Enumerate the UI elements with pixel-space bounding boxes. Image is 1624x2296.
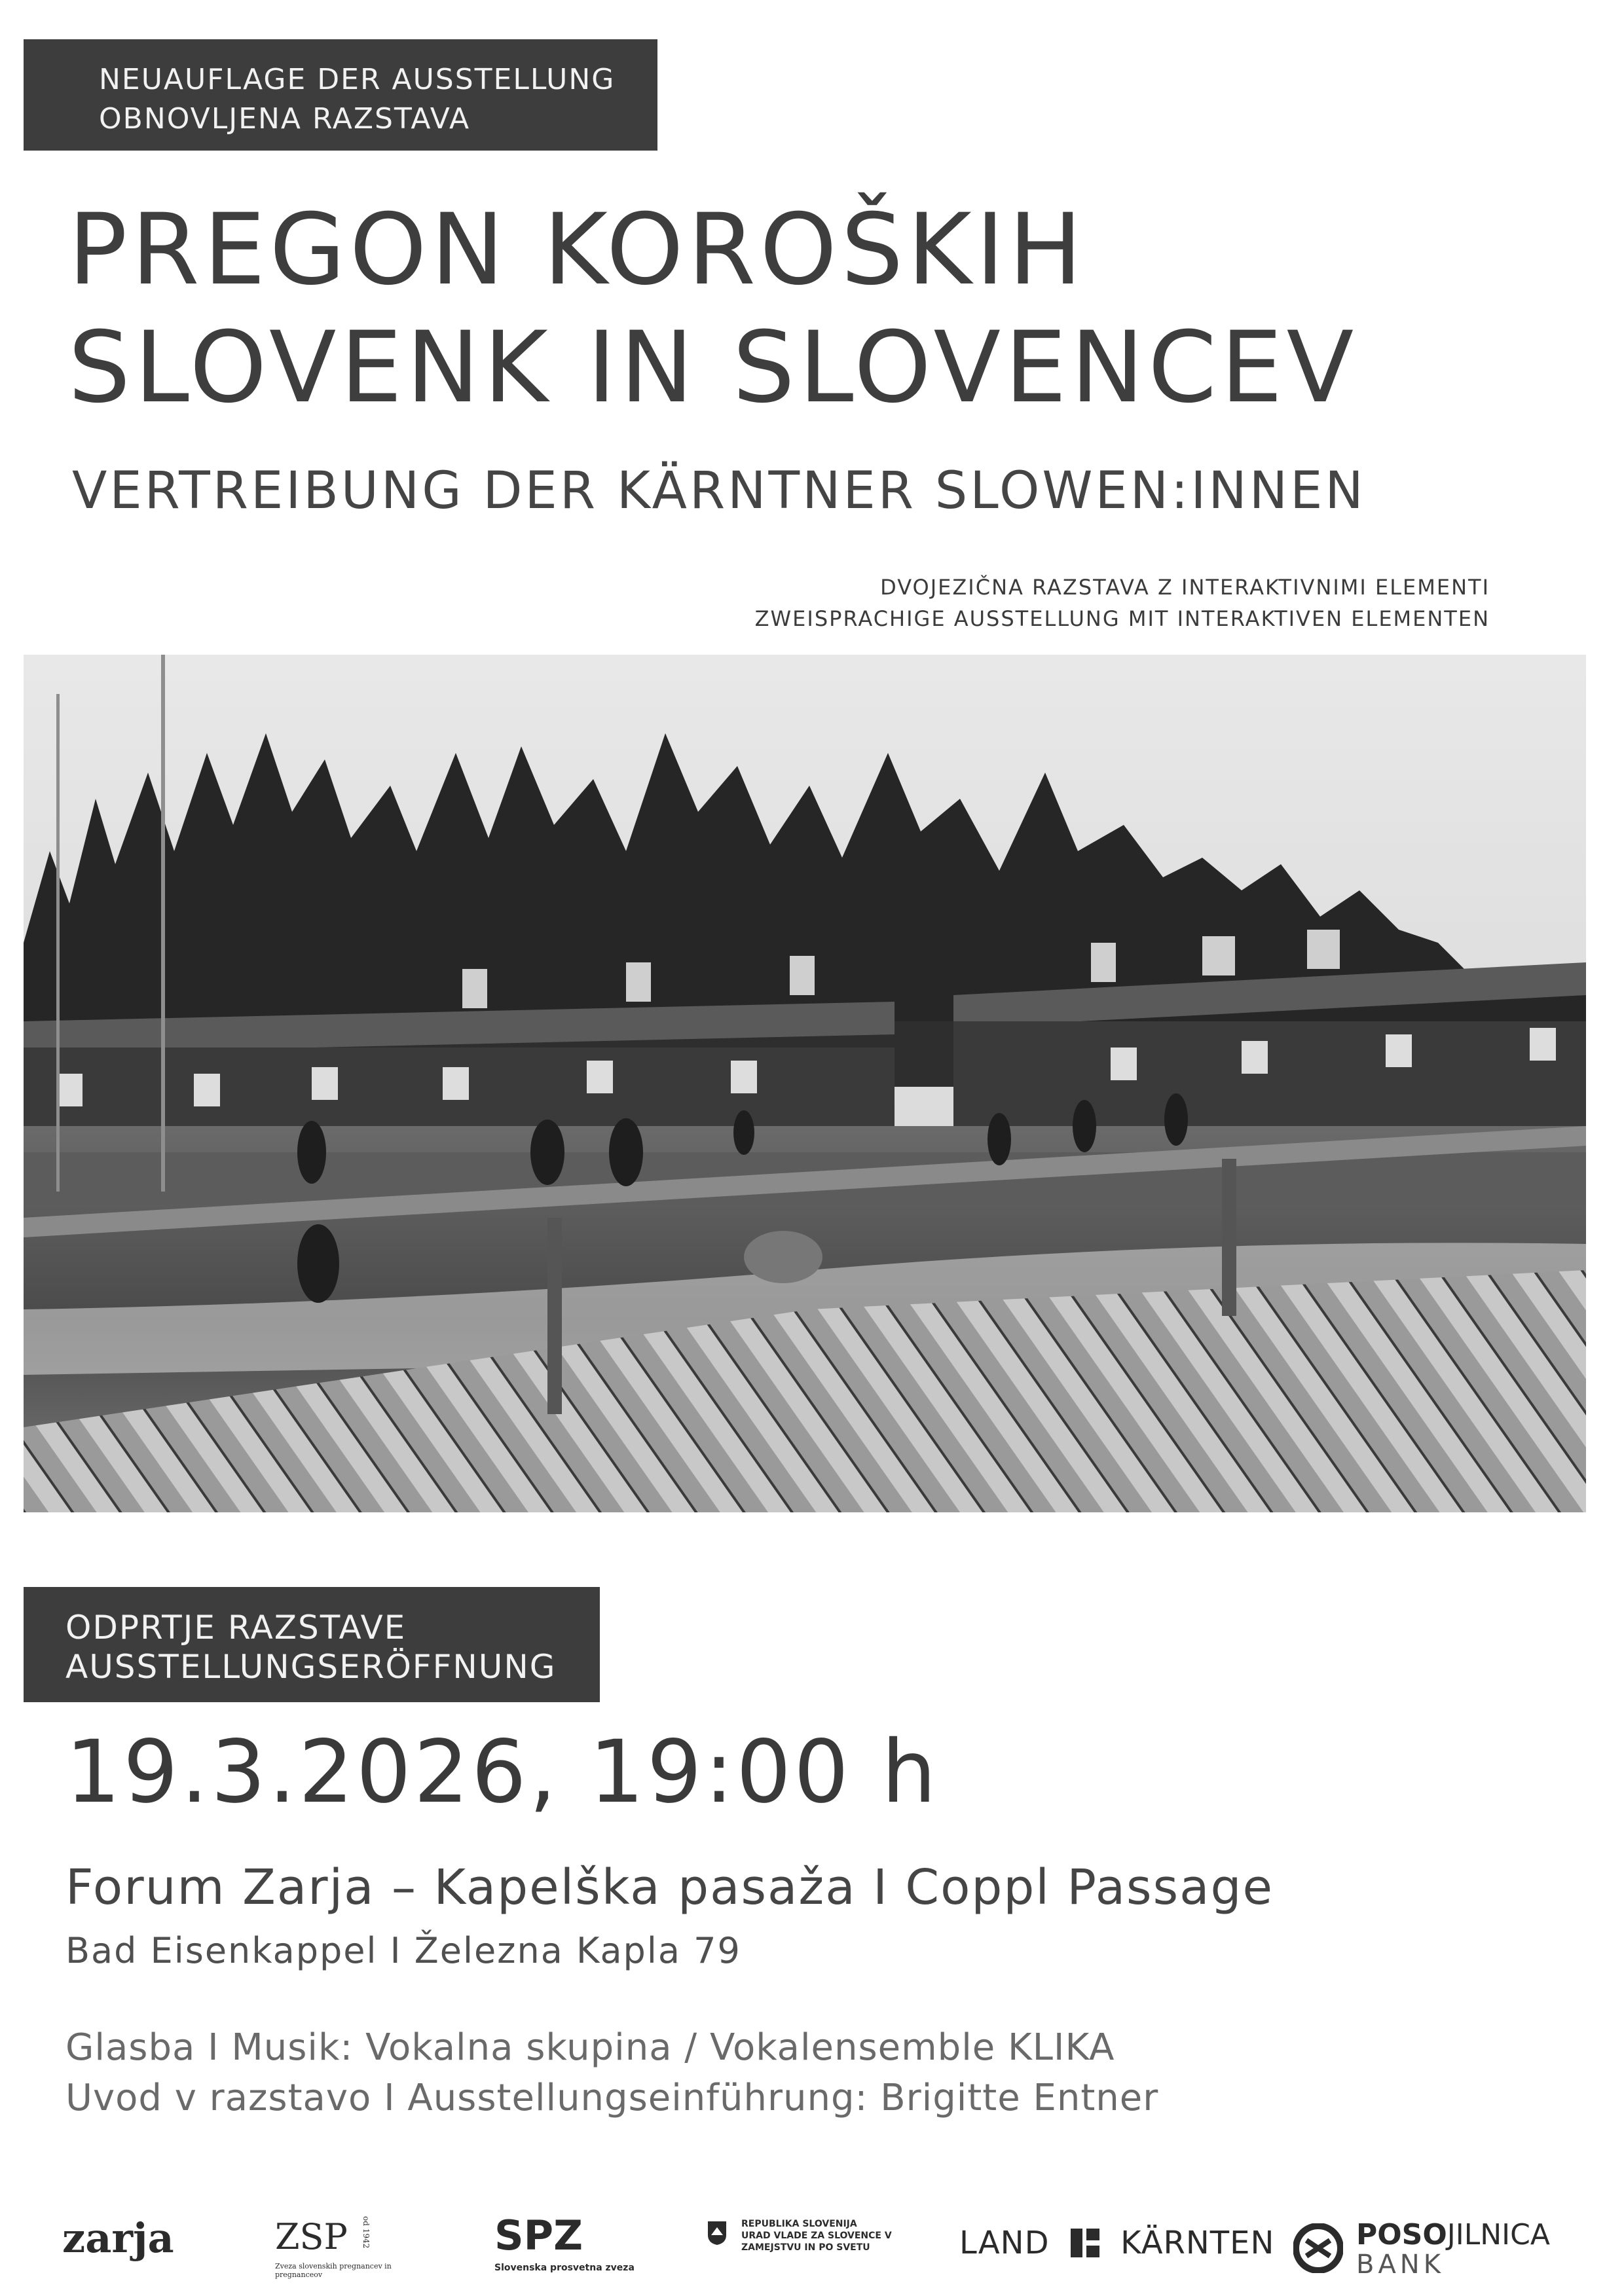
- land-kaernten-logo: [959, 2225, 1274, 2261]
- land-text: LAND: [959, 2225, 1050, 2261]
- slovenia-coat-of-arms-icon: [707, 2221, 727, 2246]
- zarja-logo-text: zarja: [62, 2214, 174, 2262]
- program-music: Glasba I Musik: Vokalna skupina / Vokalensemble KLIKA: [65, 2026, 1115, 2069]
- zsp-logo-year: od 1942: [361, 2216, 371, 2249]
- event-venue: Forum Zarja – Kapelška pasaža I Coppl Passage: [65, 1859, 1274, 1916]
- poso-bold: POSO: [1356, 2218, 1447, 2251]
- opening-label: [24, 1587, 600, 1702]
- posojilnica-name: [1356, 2218, 1550, 2251]
- spz-logo-text: SPZ: [494, 2212, 583, 2259]
- kaernten-mark-icon: [1071, 2229, 1099, 2257]
- republika-line-2: URAD VLADE ZA SLOVENCE V: [741, 2231, 892, 2241]
- event-datetime: 19.3.2026, 19:00 h: [65, 1722, 939, 1823]
- republika-line-3: ZAMEJSTVU IN PO SVETU: [741, 2242, 870, 2253]
- title-line-1: PREGON KOROŠKIH: [68, 193, 1086, 307]
- title-line-2: SLOVENK IN SLOVENCEV: [68, 311, 1358, 425]
- zarja-logo: [62, 2214, 174, 2262]
- edition-label: [24, 39, 657, 151]
- edition-label-de: NEUAUFLAGE DER AUSSTELLUNG: [99, 63, 616, 96]
- spz-logo: [494, 2212, 635, 2273]
- description-german: ZWEISPRACHIGE AUSSTELLUNG MIT INTERAKTIVEN ELEMENTEN: [754, 606, 1490, 631]
- edition-label-sl: OBNOVLJENA RAZSTAVA: [99, 102, 471, 136]
- zsp-logo-text: ZSP: [275, 2216, 348, 2257]
- kaernten-text: KÄRNTEN: [1120, 2225, 1275, 2261]
- zsp-logo-subtitle: Zveza slovenskih pregnancev in pregnanceov: [275, 2262, 392, 2279]
- zsp-logo: [275, 2216, 392, 2279]
- spz-logo-subtitle: Slovenska prosvetna zveza: [494, 2263, 635, 2273]
- bank-text: BANK: [1356, 2250, 1445, 2280]
- event-address: Bad Eisenkappel I Železna Kapla 79: [65, 1930, 741, 1971]
- opening-label-de: AUSSTELLUNGSERÖFFNUNG: [65, 1648, 557, 1686]
- subtitle-german: VERTREIBUNG DER KÄRNTNER SLOWEN:INNEN: [72, 462, 1366, 520]
- program-intro: Uvod v razstavo I Ausstellungseinführung: Brigitte Entner: [65, 2077, 1159, 2119]
- description-slovene: DVOJEZIČNA RAZSTAVA Z INTERAKTIVNIMI ELEMENTI: [880, 575, 1490, 600]
- republika-line-1: REPUBLIKA SLOVENIJA: [741, 2219, 857, 2229]
- posojilnica-emblem-icon: [1293, 2223, 1343, 2273]
- poso-rest: JILNICA: [1447, 2218, 1550, 2251]
- historical-camp-photo: [24, 655, 1586, 1512]
- opening-label-sl: ODPRTJE RAZSTAVE: [65, 1609, 407, 1647]
